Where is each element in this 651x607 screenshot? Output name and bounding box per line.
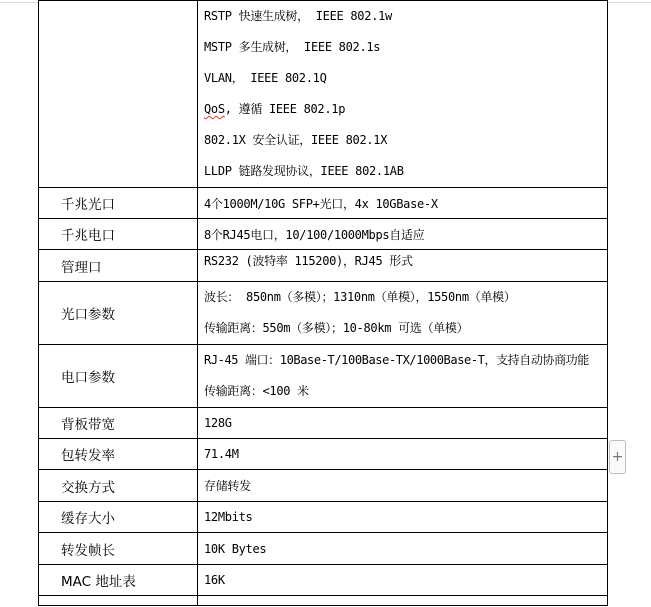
table-row (39, 596, 608, 606)
table-cell-label: 交换方式 (39, 470, 198, 502)
table-row (39, 219, 608, 250)
value-line: RJ-45 端口：10Base-T/100Base-TX/1000Base-T，支持自动协商功能 (204, 353, 589, 367)
feature-line-text: , 遵循 IEEE 802.1p (224, 102, 346, 116)
table-cell-value[interactable] (198, 282, 608, 345)
table-cell-label: 包转发率 (39, 439, 198, 470)
table-row (39, 188, 608, 219)
table-cell-value[interactable]: 10K Bytes (198, 533, 608, 565)
table-cell-value[interactable] (198, 345, 608, 408)
table-row (39, 250, 608, 282)
table-cell-value[interactable]: RS232 (波特率 115200)，RJ45 形式 (198, 250, 608, 282)
value-line: 传输距离：<100 米 (204, 384, 309, 398)
table-cell-value[interactable]: 12Mbits (198, 502, 608, 533)
table-cell-value[interactable] (198, 596, 608, 606)
table-row (39, 282, 608, 345)
value-line: 传输距离：550m（多模）；10-80km 可选（单模） (204, 321, 469, 335)
feature-line: VLAN， IEEE 802.1Q (204, 71, 327, 85)
table-row (39, 345, 608, 408)
table-cell-value[interactable]: 128G (198, 408, 608, 439)
table-row (39, 408, 608, 439)
table-cell-label (39, 596, 198, 606)
feature-line: 802.1X 安全认证，IEEE 802.1X (204, 133, 388, 147)
table-row (39, 470, 608, 502)
feature-line: RSTP 快速生成树， IEEE 802.1w (204, 9, 392, 23)
table-cell-value[interactable]: 存储转发 (198, 470, 608, 502)
table-cell-label: 转发帧长 (39, 533, 198, 565)
table-cell-label: MAC 地址表 (39, 565, 198, 596)
page-margin-top-line (608, 2, 651, 3)
table-row (39, 439, 608, 470)
add-row-button[interactable]: + (609, 440, 626, 474)
table-row (39, 565, 608, 596)
table-cell-label: 光口参数 (39, 282, 198, 345)
feature-line: MSTP 多生成树， IEEE 802.1s (204, 40, 381, 54)
table-cell-label: 背板带宽 (39, 408, 198, 439)
table-cell-label (39, 1, 198, 188)
value-line: 波长： 850nm（多模）；1310nm（单模），1550nm（单模） (204, 290, 516, 304)
features-cell[interactable] (198, 1, 608, 188)
feature-line (204, 94, 607, 125)
table-row (39, 502, 608, 533)
spec-table (38, 0, 608, 606)
page-margin-top-line (0, 2, 38, 3)
spellcheck-word[interactable]: QoS (204, 102, 225, 116)
table-row (39, 533, 608, 565)
table-row (39, 1, 608, 188)
table-cell-value[interactable]: 71.4M (198, 439, 608, 470)
table-cell-value[interactable]: 8个RJ45电口，10/100/1000Mbps自适应 (198, 219, 608, 250)
table-cell-label: 电口参数 (39, 345, 198, 408)
table-cell-label: 千兆电口 (39, 219, 198, 250)
table-cell-value[interactable]: 4个1000M/10G SFP+光口，4x 10GBase-X (198, 188, 608, 219)
table-cell-label: 管理口 (39, 250, 198, 282)
table-cell-label: 缓存大小 (39, 502, 198, 533)
table-cell-value[interactable]: 16K (198, 565, 608, 596)
table-cell-label: 千兆光口 (39, 188, 198, 219)
feature-line: LLDP 链路发现协议，IEEE 802.1AB (204, 164, 404, 178)
